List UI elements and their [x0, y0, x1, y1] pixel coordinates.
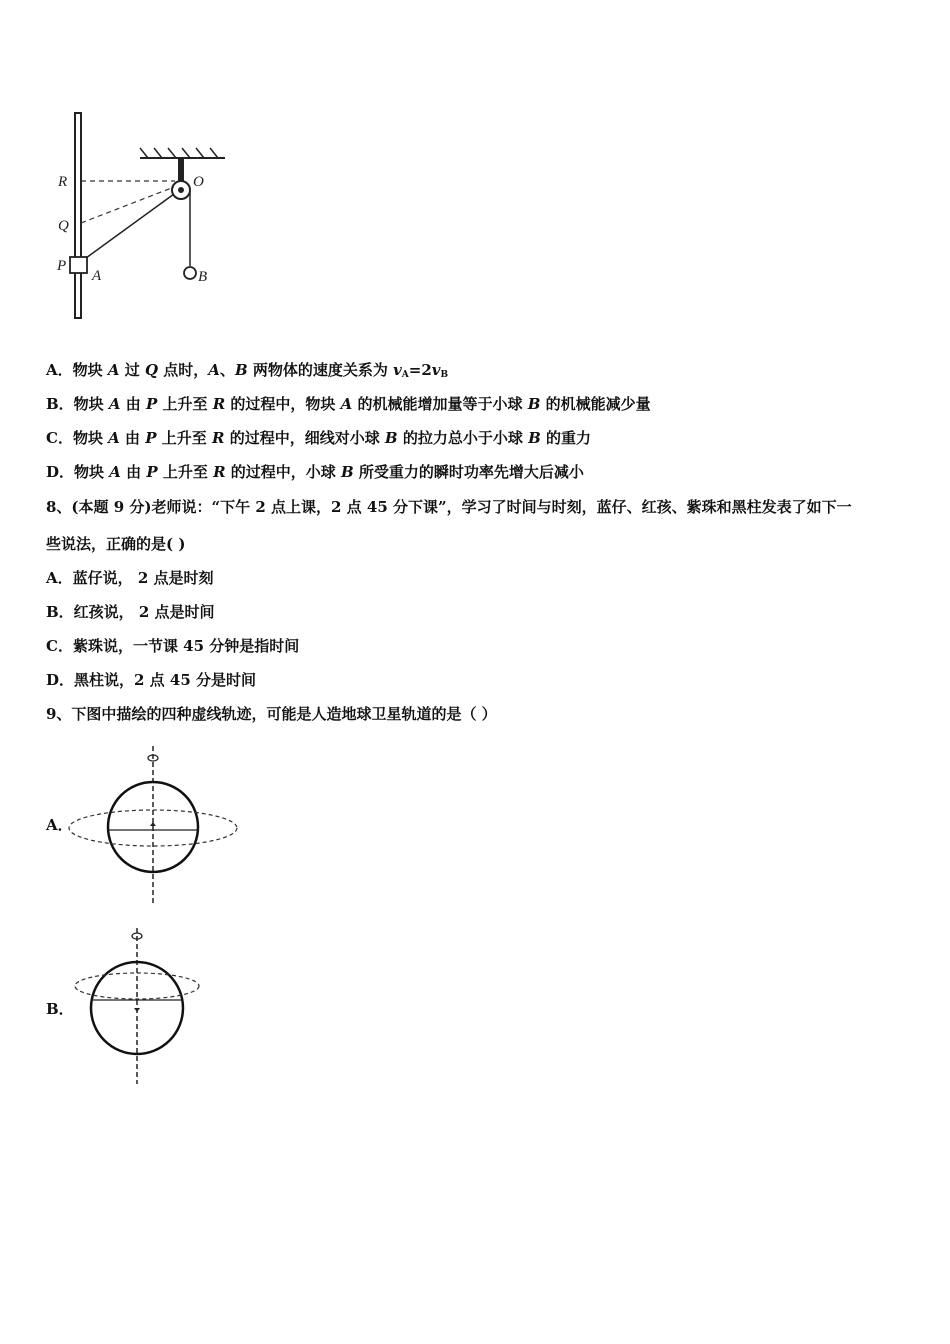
label-P: P [57, 258, 67, 274]
q9-stem: 9、下图中描绘的四种虚线轨迹，可能是人造地球卫星轨道的是（ ） [46, 705, 497, 723]
q8-option-d: D．黑柱说，2 点 45 分是时间 [46, 671, 256, 689]
label-B: B [198, 269, 208, 285]
q9-option-b-label: B． [46, 1000, 74, 1018]
q8-stem-line1: 8、(本题 9 分)老师说：“下午 2 点上课，2 点 45 分下课”，学习了时间与时刻，蓝仔、红孩、紫珠和黑柱发表了如下一 [46, 498, 852, 516]
label-Q: Q [58, 218, 69, 234]
string-to-A [86, 194, 174, 258]
q8-option-a: A．蓝仔说， 2 点是时刻 [46, 569, 214, 587]
orbit-figure-a [68, 740, 244, 908]
q8-stem-line2: 些说法，正确的是( ) [46, 535, 186, 553]
label-R: R [58, 174, 68, 190]
q7-option-a: A．物块 A 过 Q 点时，A、B 两物体的速度关系为 $v_A=2v_B$ [46, 361, 449, 380]
q8-option-b: B．红孩说， 2 点是时间 [46, 603, 215, 621]
orbit-figure-b [70, 924, 210, 1088]
q9-option-a-label: A． [46, 816, 73, 834]
q7-option-d: D．物块 A 由 P 上升至 R 的过程中，小球 B 所受重力的瞬时功率先增大后减小 [46, 463, 584, 481]
label-A: A [92, 268, 102, 284]
ball-B [184, 267, 196, 279]
q7-option-b: B．物块 A 由 P 上升至 R 的过程中，物块 A 的机械能增加量等于小球 B 的机械能减少量 [46, 395, 651, 413]
pulley-diagram [50, 108, 240, 328]
q7-option-c: C．物块 A 由 P 上升至 R 的过程中，细线对小球 B 的拉力总小于小球 B 的重力 [46, 429, 591, 447]
block-A [70, 257, 87, 273]
label-O: O [193, 174, 204, 190]
vertical-rod [75, 113, 81, 318]
q8-option-c: C．紫珠说，一节课 45 分钟是指时间 [46, 637, 300, 655]
